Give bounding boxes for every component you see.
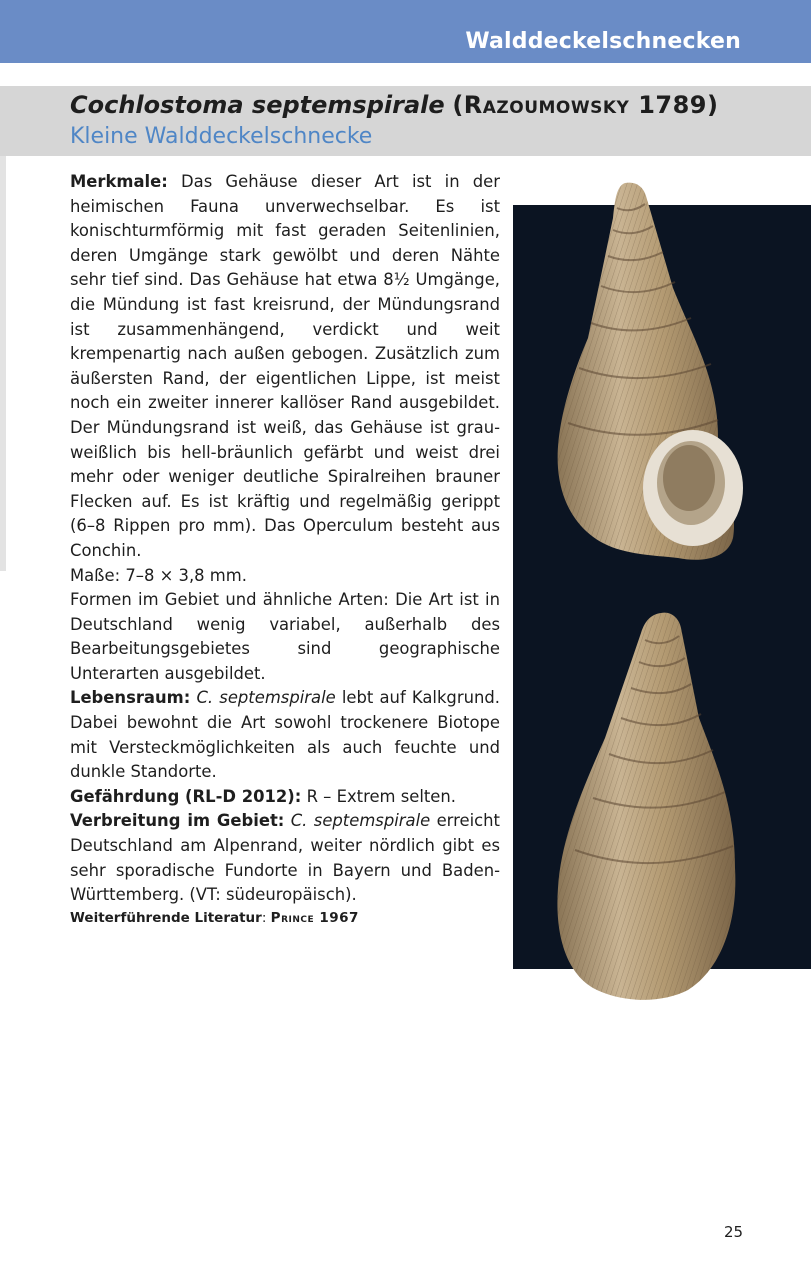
- gefaehrdung-text: R – Extrem selten.: [306, 786, 456, 806]
- verbreitung-species: C. septemspirale: [290, 811, 431, 831]
- shell-top-aperture-view: [558, 183, 743, 560]
- formen-paragraph: Formen im Gebiet und ähnliche Arten: Die Art ist in Deutschland wenig variabel, außerhalb des Bearbeitungsgebietes sind geographische Unterarten ausgebildet.: [70, 590, 500, 683]
- literature-paragraph: [70, 908, 500, 928]
- lebensraum-paragraph: [70, 686, 500, 784]
- verbreitung-paragraph: [70, 809, 500, 907]
- lebensraum-text: lebt auf Kalkgrund. Dabei bewohnt die Art sowohl trockenere Biotope mit Versteckmöglichkeiten als auch feuchte und dunkle Standorte.: [70, 688, 500, 782]
- species-heading: [70, 88, 718, 122]
- species-description: [70, 170, 500, 928]
- shell-bottom-side-view: [557, 613, 735, 1000]
- section-title: Walddeckelschnecken: [465, 29, 741, 54]
- merkmale-paragraph: [70, 170, 500, 564]
- shell-photographs: [513, 178, 811, 1008]
- page-number: 25: [724, 1223, 744, 1241]
- section-header-bar: [0, 0, 811, 63]
- merkmale-label: Merkmale:: [70, 172, 168, 191]
- merkmale-text: Das Gehäuse dieser Art ist in der heimischen Fauna unverwechselbar. Es ist konischturmförmig mit fast geraden Seitenlinien, deren Umgänge stark gewölbt und deren Nähte sehr tief sind. Das Gehäuse hat etwa 8½ Umgänge, die Mündung ist fast kreisrund, der Mündungsrand ist zusammenhängend, verdickt und weit krempenartig nach außen gebogen. Zusätzlich zum äußersten Rand, der eigentlichen Lippe, ist meist noch ein zweiter innerer kallöser Rand ausgebildet. Der Mündungsrand ist weiß, das Gehäuse ist grau-weißlich bis hell-bräunlich gefärbt und weist drei mehr oder weniger deutliche Spiralreihen brauner Flecken auf. Es ist kräftig und regelmäßig gerippt (6–8 Rippen pro mm). Das Operculum besteht aus Conchin.: [70, 172, 500, 560]
- lebensraum-species: C. septemspirale: [196, 688, 336, 708]
- literature-label: Weiterführende Literatur: [70, 909, 262, 926]
- species-author: (Razoumowsky 1789): [452, 91, 719, 119]
- verbreitung-label: Verbreitung im Gebiet:: [70, 811, 285, 831]
- masse-paragraph: Maße: 7–8 × 3,8 mm.: [70, 565, 247, 585]
- lebensraum-label: Lebensraum:: [70, 688, 191, 708]
- literature-separator: :: [261, 909, 271, 926]
- literature-reference: Prince 1967: [270, 909, 359, 926]
- verbreitung-text: erreicht Deutschland am Alpenrand, weiter nördlich gibt es sehr sporadische Fundorte in Bayern und Baden-Württemberg. (VT: südeuropäisch).: [70, 811, 500, 905]
- gefaehrdung-label: Gefährdung (RL-D 2012):: [70, 786, 302, 806]
- margin-strip: [0, 156, 6, 571]
- common-name: Kleine Walddeckelschnecke: [70, 124, 373, 149]
- scientific-name: Cochlostoma septemspirale: [70, 91, 445, 119]
- gefaehrdung-paragraph: [70, 785, 500, 810]
